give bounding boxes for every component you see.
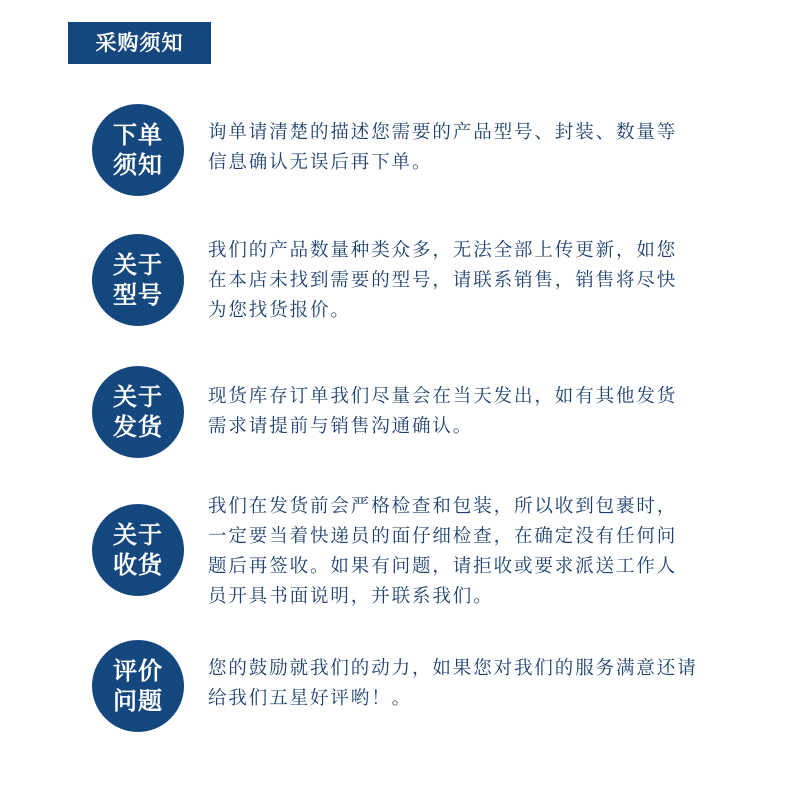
text-line: 需求请提前与销售沟通确认。 (208, 416, 474, 437)
badge-line-2: 型号 (113, 281, 163, 309)
text-line: 信息确认无误后再下单。 (208, 152, 433, 173)
badge-line-1: 关于 (113, 383, 163, 411)
badge-about-shipping (92, 366, 184, 458)
text-line: 询单请清楚的描述您需要的产品型号、封装、数量等 (208, 122, 678, 143)
text-line: 您的鼓励就我们的动力，如果您对我们的服务满意还请 (208, 658, 698, 679)
badge-line-2: 问题 (113, 687, 163, 715)
badge-line-1: 关于 (113, 251, 163, 279)
text-line: 现货库存订单我们尽量会在当天发出，如有其他发货 (208, 386, 678, 407)
text-line: 在本店未找到需要的型号，请联系销售，销售将尽快 (208, 270, 678, 291)
badge-line-1: 关于 (113, 521, 163, 549)
badge-line-2: 发货 (113, 413, 163, 441)
section-text (208, 654, 748, 714)
badge-line-1: 下单 (113, 121, 163, 149)
badge-about-receiving (92, 504, 184, 596)
text-line: 我们的产品数量种类众多，无法全部上传更新，如您 (208, 240, 678, 261)
section-text (208, 118, 748, 178)
text-line: 给我们五星好评哟！。 (208, 688, 413, 709)
page-title: 采购须知 (68, 22, 211, 64)
badge-about-model (92, 234, 184, 326)
text-line: 我们在发货前会严格检查和包装，所以收到包裹时， (208, 496, 678, 517)
text-line: 题后再签收。如果有问题，请拒收或要求派送工作人 (208, 556, 678, 577)
section-text (208, 382, 748, 442)
badge-order-notice (92, 104, 184, 196)
text-line: 员开具书面说明，并联系我们。 (208, 586, 494, 607)
section-text (208, 236, 748, 326)
section-text (208, 492, 748, 612)
badge-line-2: 收货 (113, 551, 163, 579)
badge-line-2: 须知 (113, 151, 163, 179)
text-line: 一定要当着快递员的面仔细检查，在确定没有任何问 (208, 526, 678, 547)
text-line: 为您找货报价。 (208, 300, 351, 321)
badge-line-1: 评价 (113, 657, 163, 685)
badge-review-question (92, 640, 184, 732)
